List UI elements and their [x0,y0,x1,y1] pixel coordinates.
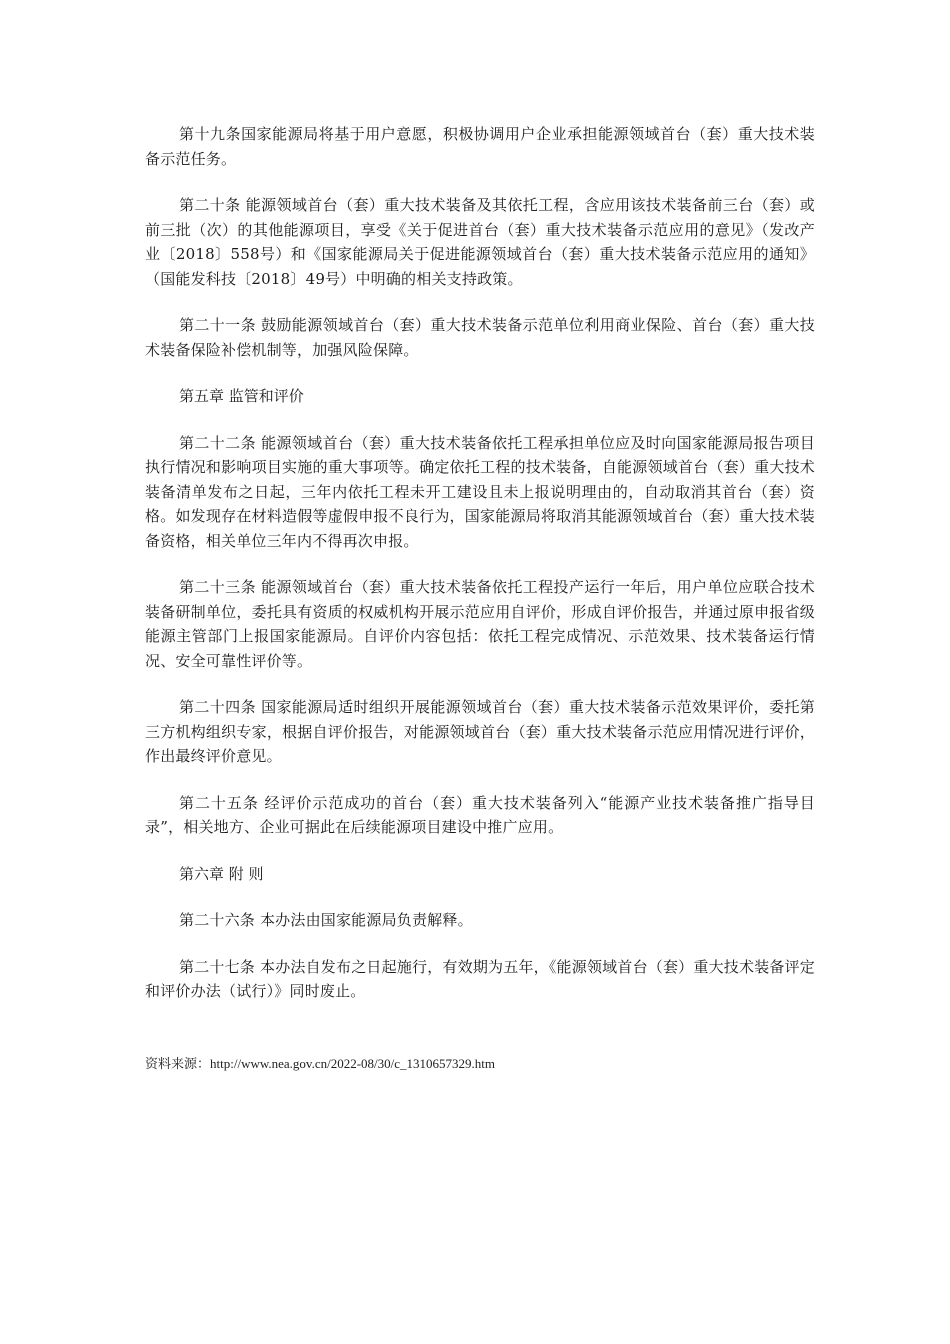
chapter-6-heading: 第六章 附 则 [179,864,264,883]
article-23-paragraph: 第二十三条 能源领域首台（套）重大技术装备依托工程投产运行一年后，用户单位应联合技术装备研制单位，委托具有资质的权威机构开展示范应用自评价，形成自评价报告，并通过原申报省级能源主管部门上报国家能源局。自评价内容包括：依托工程完成情况、示范效果、技术装备运行情况、安全可靠性评价等。 [145,578,815,670]
chapter-5-heading: 第五章 监管和评价 [179,387,304,405]
article-27-paragraph: 第二十七条 本办法自发布之日起施行，有效期为五年，《能源领域首台（套）重大技术装备评定和评价办法（试行）》同时废止。 [145,957,815,1000]
article-20-paragraph: 第二十条 能源领域首台（套）重大技术装备及其依托工程，含应用该技术装备前三台（套）或前三批（次）的其他能源项目，享受《关于促进首台（套）重大技术装备示范应用的意见》（发改产业〔2018〕558号）和《国家能源局关于促进能源领域首台（套）重大技术装备示范应用的通知》（国能发科技〔2018〕49号）中明确的相关支持政策。 [145,196,815,288]
source-url: http://www.nea.gov.cn/2022-08/30/c_1310657329.htm [210,1056,496,1071]
source-label: 资料来源： [145,1057,211,1072]
article-21-paragraph: 第二十一条 鼓励能源领域首台（套）重大技术装备示范单位利用商业保险、首台（套）重大技术装备保险补偿机制等，加强风险保障。 [145,316,815,359]
article-25-paragraph: 第二十五条 经评价示范成功的首台（套）重大技术装备列入“能源产业技术装备推广指导目录”，相关地方、企业可据此在后续能源项目建设中推广应用。 [145,793,815,836]
article-26-paragraph: 第二十六条 本办法由国家能源局负责解释。 [179,911,473,929]
source-citation [145,1054,495,1075]
article-24-paragraph: 第二十四条 国家能源局适时组织开展能源领域首台（套）重大技术装备示范效果评价，委托第三方机构组织专家，根据自评价报告，对能源领域首台（套）重大技术装备示范应用情况进行评价，作出最终评价意见。 [145,698,815,765]
article-19-paragraph: 第十九条国家能源局将基于用户意愿，积极协调用户企业承担能源领域首台（套）重大技术装备示范任务。 [145,125,815,168]
article-22-paragraph: 第二十二条 能源领域首台（套）重大技术装备依托工程承担单位应及时向国家能源局报告项目执行情况和影响项目实施的重大事项等。确定依托工程的技术装备，自能源领域首台（套）重大技术装备清单发布之日起，三年内依托工程未开工建设且未上报说明理由的，自动取消其首台（套）资格。如发现存在材料造假等虚假申报不良行为，国家能源局将取消其能源领域首台（套）重大技术装备资格，相关单位三年内不得再次申报。 [145,433,815,550]
document-body [145,122,815,1026]
